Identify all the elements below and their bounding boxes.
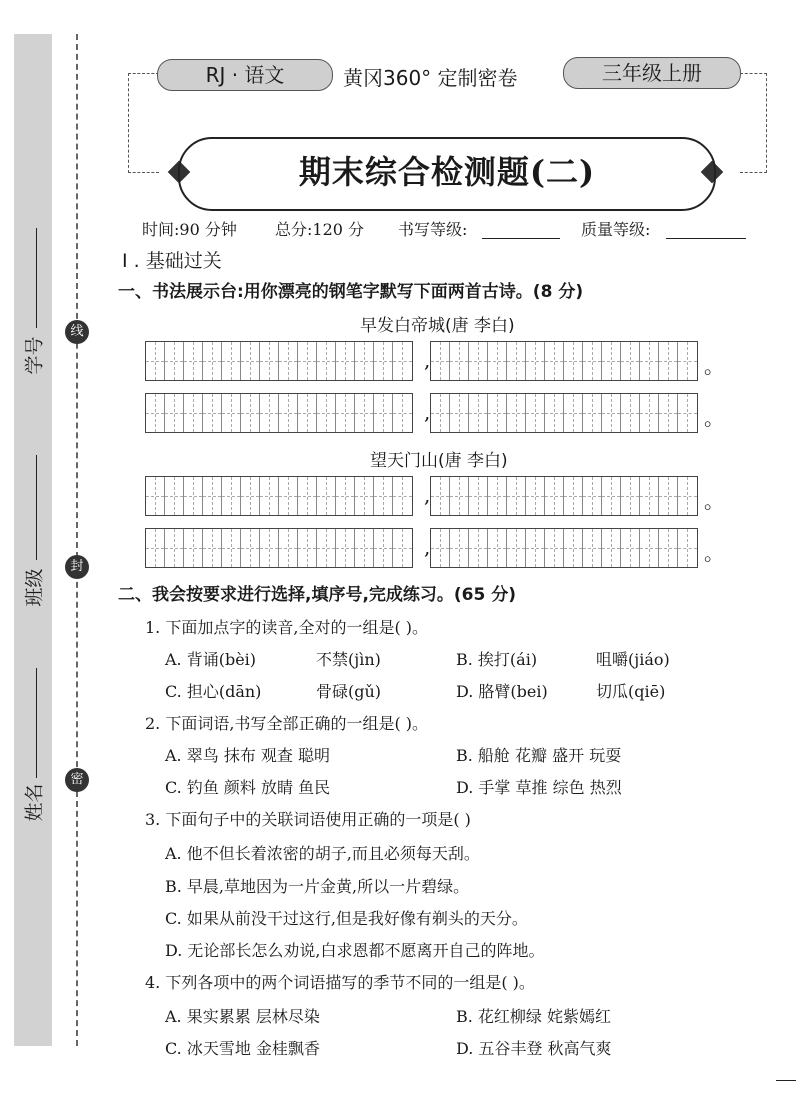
writing-cell[interactable]: [146, 342, 165, 380]
writing-cell[interactable]: [640, 394, 659, 432]
question1-heading: 一、书法展示台:用你漂亮的钢笔字默写下面两首古诗。(8 分): [118, 282, 584, 302]
writing-cell[interactable]: [488, 529, 507, 567]
poem1-line1-grid[interactable]: [145, 341, 413, 381]
writing-cell[interactable]: [279, 477, 298, 515]
writing-cell[interactable]: [260, 394, 279, 432]
writing-cell[interactable]: [298, 394, 317, 432]
q1-stem: 1. 下面加点字的读音,全对的一组是( )。: [145, 618, 429, 637]
seal-secret-mark: 密: [65, 768, 89, 792]
writing-cell[interactable]: [260, 529, 279, 567]
writing-cell[interactable]: [165, 477, 184, 515]
poem2-line1b-grid[interactable]: [430, 476, 698, 516]
q1-option-d[interactable]: D. 胳臂(bei): [456, 682, 548, 701]
writing-cell[interactable]: [507, 342, 526, 380]
writing-cell[interactable]: [431, 342, 450, 380]
q4-option-c[interactable]: C. 冰天雪地 金桂飘香: [165, 1039, 320, 1058]
writing-cell[interactable]: [393, 529, 412, 567]
quality-grade-label: 质量等级:: [581, 220, 651, 239]
writing-cell[interactable]: [564, 477, 583, 515]
q2-option-a[interactable]: A. 翠鸟 抹布 观查 聪明: [165, 746, 330, 765]
writing-cell[interactable]: [640, 342, 659, 380]
student-id-label: 学号: [23, 336, 46, 375]
q1-option-a2: 不禁(jìn): [316, 650, 381, 669]
brand-title: 黄冈360° 定制密卷: [343, 66, 518, 90]
writing-cell[interactable]: [545, 342, 564, 380]
writing-cell[interactable]: [355, 477, 374, 515]
q4-option-a[interactable]: A. 果实累累 层林尽染: [165, 1007, 320, 1026]
writing-cell[interactable]: [507, 529, 526, 567]
q1-option-c[interactable]: C. 担心(dān): [165, 682, 262, 701]
writing-cell[interactable]: [431, 477, 450, 515]
q4-stem: 4. 下列各项中的两个词语描写的季节不同的一组是( )。: [145, 973, 535, 992]
writing-cell[interactable]: [469, 529, 488, 567]
period: 。: [704, 489, 724, 513]
q3-stem: 3. 下面句子中的关联词语使用正确的一项是( ): [145, 810, 471, 829]
student-id-field[interactable]: [36, 228, 37, 328]
q1-option-a[interactable]: A. 背诵(bèi): [165, 650, 257, 669]
writing-cell[interactable]: [241, 342, 260, 380]
writing-cell[interactable]: [165, 342, 184, 380]
q4-option-d[interactable]: D. 五谷丰登 秋高气爽: [456, 1039, 612, 1058]
writing-cell[interactable]: [374, 477, 393, 515]
q3-option-c[interactable]: C. 如果从前没干过这行,但是我好像有剃头的天分。: [165, 909, 528, 928]
writing-cell[interactable]: [336, 342, 355, 380]
q2-stem: 2. 下面词语,书写全部正确的一组是( )。: [145, 714, 429, 733]
poem2-line2b-grid[interactable]: [430, 528, 698, 568]
question2-heading: 二、我会按要求进行选择,填序号,完成练习。(65 分): [118, 585, 517, 605]
writing-cell[interactable]: [374, 394, 393, 432]
header-right-bracket: [740, 73, 767, 173]
writing-cell[interactable]: [678, 342, 697, 380]
writing-cell[interactable]: [222, 342, 241, 380]
writing-cell[interactable]: [564, 342, 583, 380]
writing-cell[interactable]: [146, 394, 165, 432]
poem1-line2b-grid[interactable]: [430, 393, 698, 433]
poem1-line2-grid[interactable]: [145, 393, 413, 433]
q1-option-d2: 切瓜(qiē): [596, 682, 666, 701]
comma: ,: [424, 535, 431, 559]
writing-cell[interactable]: [488, 477, 507, 515]
writing-cell[interactable]: [602, 529, 621, 567]
writing-cell[interactable]: [222, 394, 241, 432]
writing-cell[interactable]: [488, 342, 507, 380]
writing-cell[interactable]: [279, 394, 298, 432]
poem2-line2-grid[interactable]: [145, 528, 413, 568]
binding-gutter: [14, 34, 52, 1046]
quality-grade-field[interactable]: [666, 222, 746, 239]
writing-cell[interactable]: [621, 529, 640, 567]
writing-cell[interactable]: [279, 342, 298, 380]
writing-cell[interactable]: [317, 529, 336, 567]
exam-title: 期末综合检测题(二): [178, 137, 716, 211]
writing-cell[interactable]: [659, 394, 678, 432]
writing-cell[interactable]: [431, 394, 450, 432]
writing-cell[interactable]: [203, 342, 222, 380]
q2-option-d[interactable]: D. 手掌 草推 综色 热烈: [456, 778, 622, 797]
writing-cell[interactable]: [526, 342, 545, 380]
q1-option-b2: 咀嚼(jiáo): [596, 650, 670, 669]
q2-option-b[interactable]: B. 船舱 花瓣 盛开 玩耍: [456, 746, 622, 765]
writing-cell[interactable]: [279, 529, 298, 567]
period: 。: [704, 541, 724, 565]
writing-cell[interactable]: [621, 342, 640, 380]
q1-option-c2: 骨碌(gǔ): [316, 682, 382, 701]
writing-cell[interactable]: [469, 342, 488, 380]
class-label: 班级: [23, 568, 46, 607]
writing-cell[interactable]: [184, 477, 203, 515]
writing-cell[interactable]: [393, 394, 412, 432]
subject-pill: RJ · 语文: [157, 59, 333, 91]
writing-cell[interactable]: [583, 529, 602, 567]
writing-cell[interactable]: [545, 529, 564, 567]
q2-option-c[interactable]: C. 钓鱼 颜料 放睛 鱼民: [165, 778, 331, 797]
poem1-line1b-grid[interactable]: [430, 341, 698, 381]
writing-cell[interactable]: [583, 477, 602, 515]
writing-cell[interactable]: [507, 477, 526, 515]
name-field[interactable]: [36, 668, 37, 778]
writing-cell[interactable]: [336, 529, 355, 567]
writing-cell[interactable]: [602, 394, 621, 432]
writing-cell[interactable]: [355, 529, 374, 567]
q3-option-b[interactable]: B. 早晨,草地因为一片金黄,所以一片碧绿。: [165, 877, 470, 896]
writing-cell[interactable]: [317, 342, 336, 380]
writing-cell[interactable]: [393, 477, 412, 515]
writing-cell[interactable]: [184, 529, 203, 567]
writing-cell[interactable]: [678, 529, 697, 567]
writing-cell[interactable]: [222, 477, 241, 515]
writing-cell[interactable]: [203, 529, 222, 567]
writing-cell[interactable]: [146, 477, 165, 515]
writing-cell[interactable]: [640, 529, 659, 567]
writing-cell[interactable]: [146, 529, 165, 567]
writing-cell[interactable]: [526, 394, 545, 432]
writing-cell[interactable]: [241, 394, 260, 432]
writing-cell[interactable]: [450, 394, 469, 432]
writing-cell[interactable]: [260, 477, 279, 515]
writing-cell[interactable]: [488, 394, 507, 432]
writing-cell[interactable]: [393, 342, 412, 380]
period: 。: [704, 406, 724, 430]
writing-cell[interactable]: [507, 394, 526, 432]
q4-option-b[interactable]: B. 花红柳绿 姹紫嫣红: [456, 1007, 612, 1026]
writing-cell[interactable]: [583, 394, 602, 432]
poem2-title: 望天门山(唐 李白): [370, 451, 508, 471]
writing-cell[interactable]: [165, 394, 184, 432]
time-limit: 时间:90 分钟: [142, 220, 237, 239]
writing-cell[interactable]: [450, 477, 469, 515]
seal-seal-mark: 封: [65, 555, 89, 579]
writing-grade-label: 书写等级:: [398, 220, 468, 239]
writing-cell[interactable]: [659, 529, 678, 567]
writing-cell[interactable]: [222, 529, 241, 567]
writing-cell[interactable]: [659, 342, 678, 380]
writing-cell[interactable]: [203, 394, 222, 432]
writing-cell[interactable]: [564, 394, 583, 432]
writing-cell[interactable]: [355, 342, 374, 380]
writing-cell[interactable]: [336, 394, 355, 432]
writing-cell[interactable]: [184, 394, 203, 432]
poem1-title: 早发白帝城(唐 李白): [360, 316, 515, 336]
writing-grade-field[interactable]: [482, 222, 560, 239]
writing-cell[interactable]: [298, 529, 317, 567]
writing-cell[interactable]: [298, 477, 317, 515]
writing-cell[interactable]: [640, 477, 659, 515]
writing-cell[interactable]: [203, 477, 222, 515]
writing-cell[interactable]: [564, 529, 583, 567]
poem2-line1-grid[interactable]: [145, 476, 413, 516]
writing-cell[interactable]: [621, 394, 640, 432]
writing-cell[interactable]: [526, 477, 545, 515]
writing-cell[interactable]: [317, 394, 336, 432]
writing-cell[interactable]: [621, 477, 640, 515]
name-label: 姓名: [23, 783, 46, 822]
writing-cell[interactable]: [184, 342, 203, 380]
grade-pill: 三年级上册: [563, 57, 741, 89]
writing-cell[interactable]: [241, 529, 260, 567]
comma: ,: [424, 348, 431, 372]
period: 。: [704, 354, 724, 378]
writing-cell[interactable]: [545, 394, 564, 432]
writing-cell[interactable]: [336, 477, 355, 515]
writing-cell[interactable]: [431, 529, 450, 567]
part1-heading: I . 基础过关: [122, 250, 222, 272]
writing-cell[interactable]: [526, 529, 545, 567]
writing-cell[interactable]: [678, 394, 697, 432]
writing-cell[interactable]: [469, 477, 488, 515]
writing-cell[interactable]: [374, 529, 393, 567]
q3-option-d[interactable]: D. 无论部长怎么劝说,白求恩都不愿离开自己的阵地。: [165, 941, 545, 960]
writing-cell[interactable]: [374, 342, 393, 380]
writing-cell[interactable]: [241, 477, 260, 515]
writing-cell[interactable]: [602, 342, 621, 380]
writing-cell[interactable]: [298, 342, 317, 380]
seal-dashed-line: [76, 34, 78, 1046]
writing-cell[interactable]: [165, 529, 184, 567]
page-edge-mark: [776, 1080, 796, 1081]
comma: ,: [424, 483, 431, 507]
header-left-bracket: [128, 73, 159, 173]
writing-cell[interactable]: [469, 394, 488, 432]
writing-cell[interactable]: [678, 477, 697, 515]
q3-option-a[interactable]: A. 他不但长着浓密的胡子,而且必须每天刮。: [165, 844, 480, 863]
seal-line-mark: 线: [65, 320, 89, 344]
writing-cell[interactable]: [659, 477, 678, 515]
writing-cell[interactable]: [317, 477, 336, 515]
writing-cell[interactable]: [583, 342, 602, 380]
q1-option-b[interactable]: B. 挨打(ái): [456, 650, 538, 669]
writing-cell[interactable]: [355, 394, 374, 432]
total-score: 总分:120 分: [275, 220, 365, 239]
writing-cell[interactable]: [450, 529, 469, 567]
class-field[interactable]: [36, 455, 37, 560]
writing-cell[interactable]: [260, 342, 279, 380]
writing-cell[interactable]: [545, 477, 564, 515]
writing-cell[interactable]: [602, 477, 621, 515]
writing-cell[interactable]: [450, 342, 469, 380]
comma: ,: [424, 400, 431, 424]
